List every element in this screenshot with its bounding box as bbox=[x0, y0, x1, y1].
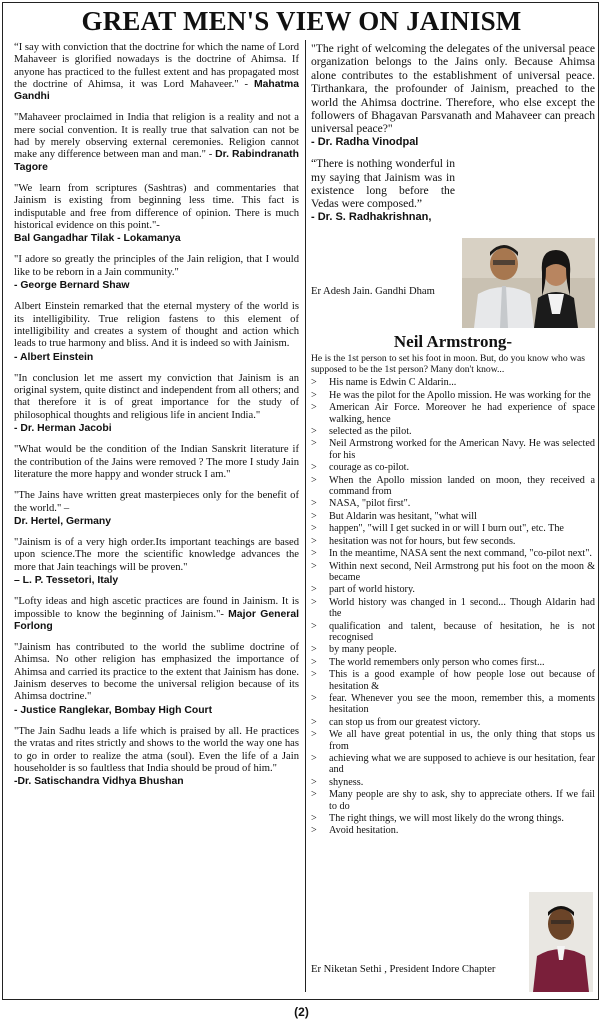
bullet-marker: > bbox=[311, 377, 317, 389]
neil-bullet-item bbox=[311, 377, 595, 388]
bullet-marker: > bbox=[311, 644, 317, 656]
quote-author: -Dr. Satischandra Vidhya Bhushan bbox=[14, 776, 184, 788]
neil-bullet-item bbox=[311, 402, 595, 425]
neil-bullet-item bbox=[311, 753, 595, 776]
bullet-marker: > bbox=[311, 535, 317, 547]
bullet-text: part of world history. bbox=[329, 584, 415, 596]
neil-section bbox=[311, 331, 595, 838]
bullet-marker: > bbox=[311, 402, 317, 414]
bullet-marker: > bbox=[311, 438, 317, 450]
quote-einstein: Albert Einstein remarked that the eternal mystery of the world is its intelligibility. True religion fastens to this element of intelligibility and creates a system of thought and action which leads to true harmony and bliss. And it is indeed so with Jainism. - Albert Einstein bbox=[14, 301, 299, 363]
bullet-marker: > bbox=[311, 753, 317, 764]
neil-bullet-list bbox=[311, 377, 595, 836]
neil-bullet-item bbox=[311, 597, 595, 620]
bullet-marker: > bbox=[311, 716, 317, 728]
neil-bullet-item bbox=[311, 657, 595, 668]
quote-tilak: "We learn from scriptures (Sashtras) and commentaries that Jainism is existing from beginning less time. This fact is indisputable and free from difference of opinion. There is much historical evidence on this point."- Bal Gangadhar Tilak - Lokamanya bbox=[14, 182, 299, 245]
neil-intro: He is the 1st person to set his foot in moon. But, do you know who was supposed to be the 1st person? Many don't know... bbox=[311, 353, 585, 376]
bullet-text: selected as the pilot. bbox=[329, 426, 412, 438]
quote-gandhi: “I say with conviction that the doctrine for which the name of Lord Mahaveer is glorified nowadays is the doctrine of Ahimsa. If anyone has practiced to the fullest extent and has propagated most the doctrine of Ahimsa, it was Lord Mahaveer." - Mahatma Gandhi bbox=[14, 42, 299, 103]
bullet-marker: > bbox=[311, 596, 317, 608]
bullet-marker: > bbox=[311, 729, 317, 741]
neil-heading: Neil Armstrong- bbox=[393, 332, 513, 351]
signature: Er Niketan Sethi , President Indore Chapter bbox=[311, 964, 496, 975]
neil-bullet-item bbox=[311, 584, 595, 595]
bullet-text: The world remembers only person who comes first... bbox=[329, 656, 545, 668]
bullet-text: We all have great potential in us, the only thing that stops us from bbox=[329, 729, 595, 752]
quote-ranglekar: "Jainism has contributed to the world the sublime doctrine of Ahimsa. No other religion has emphasized the importance of Ahimsa and carried its practice to the extent that Jainism has done. Jainism deserves to become the universal religion because of its Ahimsa doctrine." - Justice Ranglekar, Bombay High Court bbox=[14, 642, 299, 716]
author-photo bbox=[529, 892, 593, 992]
neil-bullet-item bbox=[311, 438, 595, 461]
photo-caption: Er Adesh Jain. Gandhi Dham bbox=[311, 286, 435, 297]
quote-sanskrit: "What would be the condition of the Indian Sanskrit literature if the contribution of the Jains were removed ? The more I study Jain literature the more happy and wonder struck I am." bbox=[14, 444, 299, 480]
quote-author: - Dr. S. Radhakrishnan, bbox=[311, 210, 432, 223]
quote-author: - Dr. Radha Vinodpal bbox=[311, 135, 419, 148]
bullet-marker: > bbox=[311, 656, 317, 668]
quote-author: Dr. Rabindranath Tagore bbox=[14, 149, 299, 173]
bullet-marker: > bbox=[311, 548, 317, 560]
neil-bullet-item bbox=[311, 644, 595, 655]
quote-radhakrishnan: “There is nothing wonderful in my saying that Jainism was in existence long before the Vedas were composed.” - Dr. S. Radhakrishnan, bbox=[311, 157, 455, 223]
page-title: GREAT MEN'S VIEW ON JAINISM bbox=[81, 6, 522, 36]
bullet-text: fear. Whenever you see the moon, remember this, a moments hesitation bbox=[329, 692, 595, 716]
bullet-text: Within next second, Neil Armstrong put his foot on the moon & became bbox=[329, 560, 595, 583]
page-number: (2) bbox=[294, 1005, 309, 1019]
bullet-text: He was the pilot for the Apollo mission. He was working for the bbox=[329, 389, 591, 401]
neil-bullet-item bbox=[311, 789, 595, 812]
bullet-marker: > bbox=[311, 389, 317, 401]
couple-photo bbox=[462, 238, 595, 328]
quote-author: - Justice Ranglekar, Bombay High Court bbox=[14, 704, 213, 716]
bullet-text: qualification and talent, because of hesitation, he is not recognised bbox=[329, 620, 595, 643]
quote-tagore: "Mahaveer proclaimed in India that religion is a reality and not a mere social convention. It is really true that salvation can not be had by merely observing external ceremonies. Religion cannot make any difference between man and man." - Dr. Rabindranath Tagore bbox=[14, 112, 299, 173]
neil-bullet-item bbox=[311, 813, 595, 824]
bullet-marker: > bbox=[311, 523, 317, 535]
quote-shaw: "I adore so greatly the principles of the Jain religion, that I would like to be reborn in a Jain community." - George Bernard Shaw bbox=[14, 254, 299, 292]
neil-bullet-item bbox=[311, 693, 595, 716]
neil-bullet-item bbox=[311, 523, 595, 534]
bullet-text: NASA, "pilot first". bbox=[329, 498, 411, 510]
bullet-text: American Air Force. Moreover he had experience of space walking, hence bbox=[329, 402, 595, 425]
couple-photo-image bbox=[462, 238, 595, 328]
neil-bullet-item bbox=[311, 426, 595, 437]
quote-author: Major General Forlong bbox=[14, 608, 299, 632]
bullet-text: In the meantime, NASA sent the next command, "co-pilot next". bbox=[329, 548, 592, 560]
bullet-text: Many people are shy to ask, shy to appreciate others. If we fail to do bbox=[329, 789, 595, 812]
quote-bhushan: "The Jain Sadhu leads a life which is praised by all. He practices the vratas and rites strictly and shows to the world the way one has to go in order to realize the atma (soul). Even the life of a Jain householder is so faultless that India should be proud of him." -Dr. Satischandra Vidhya Bhushan bbox=[14, 725, 299, 788]
neil-bullet-item bbox=[311, 536, 595, 547]
bullet-marker: > bbox=[311, 789, 317, 801]
bullet-marker: > bbox=[311, 498, 317, 510]
neil-bullet-item bbox=[311, 498, 595, 509]
quote-author: - Albert Einstein bbox=[14, 351, 94, 363]
quote-author: – L. P. Tessetori, Italy bbox=[14, 574, 119, 586]
bullet-marker: > bbox=[311, 426, 317, 438]
bullet-text: can stop us from our greatest victory. bbox=[329, 716, 481, 728]
neil-bullet-item bbox=[311, 717, 595, 728]
column-divider bbox=[305, 40, 306, 992]
left-column bbox=[14, 42, 299, 994]
bullet-text: This is a good example of how people lose out because of hesitation & bbox=[329, 669, 595, 692]
neil-bullet-item bbox=[311, 561, 595, 584]
neil-bullet-item bbox=[311, 825, 595, 836]
bullet-text: achieving what we are supposed to achieve is our hesitation, fear and bbox=[329, 753, 595, 776]
neil-bullet-item bbox=[311, 729, 595, 752]
neil-bullet-item bbox=[311, 777, 595, 788]
quote-forlong: "Lofty ideas and high ascetic practices are found in Jainism. It is impossible to know the beginning of Jainism."- Major General Forlong bbox=[14, 596, 299, 632]
bullet-text: courage as co-pilot. bbox=[329, 462, 410, 474]
bullet-text: Avoid hesitation. bbox=[329, 825, 399, 837]
neil-bullet-item bbox=[311, 390, 595, 401]
quote-vinodpal: "The right of welcoming the delegates of the universal peace organization belongs to the Jains only. Because Ahimsa alone contributes to the establishment of universal peace. Tirthankara, the profounder of Jainism, preached to the world the Ahimsa doctrine. Therefore, who else except the followers of Bhagavan Parsvanath and Mahaveer can preach universal peace?" - Dr. Radha Vinodpal bbox=[311, 42, 595, 148]
bullet-marker: > bbox=[311, 510, 317, 522]
bullet-marker: > bbox=[311, 560, 317, 572]
neil-bullet-item bbox=[311, 475, 595, 498]
neil-bullet-item bbox=[311, 621, 595, 644]
bullet-marker: > bbox=[311, 620, 317, 632]
bullet-marker: > bbox=[311, 584, 317, 596]
author-photo-image bbox=[529, 892, 593, 992]
neil-bullet-item bbox=[311, 462, 595, 473]
quote-jacobi: "In conclusion let me assert my conviction that Jainism is an original system, quite distinct and independent from all others; and that therefore it is of great importance for the study of philosophical thoughts and religious life in ancient India." - Dr. Herman Jacobi bbox=[14, 372, 299, 435]
neil-bullet-item bbox=[311, 511, 595, 522]
neil-bullet-item bbox=[311, 669, 595, 692]
bullet-marker: > bbox=[311, 813, 317, 825]
bullet-text: His name is Edwin C Aldarin... bbox=[329, 377, 457, 389]
neil-bullet-item bbox=[311, 548, 595, 559]
bullet-text: World history was changed in 1 second... Though Aldarin had the bbox=[329, 596, 595, 620]
bullet-text: When the Apollo mission landed on moon, they received a command from bbox=[329, 474, 595, 498]
bullet-text: hesitation was not for hours, but few seconds. bbox=[329, 535, 516, 547]
quote-author: Mahatma Gandhi bbox=[14, 78, 299, 103]
quote-author: - George Bernard Shaw bbox=[14, 280, 130, 292]
bullet-marker: > bbox=[311, 776, 317, 788]
bullet-marker: > bbox=[311, 669, 317, 681]
bullet-marker: > bbox=[311, 462, 317, 474]
bullet-text: by many people. bbox=[329, 644, 397, 656]
quote-author: Dr. Hertel, Germany bbox=[14, 515, 112, 527]
quote-author: Bal Gangadhar Tilak - Lokamanya bbox=[14, 233, 181, 245]
bullet-text: shyness. bbox=[329, 776, 364, 788]
quote-author: - Dr. Herman Jacobi bbox=[14, 423, 112, 435]
bullet-text: The right things, we will most likely do the wrong things. bbox=[329, 813, 564, 825]
right-column bbox=[311, 42, 595, 994]
bullet-text: Neil Armstrong worked for the American Navy. He was selected for his bbox=[329, 438, 595, 461]
bullet-text: happen", "will I get sucked in or will I burn out", etc. The bbox=[329, 523, 564, 535]
bullet-marker: > bbox=[311, 474, 317, 486]
quote-hertel: "The Jains have written great masterpieces only for the benefit of the world." – Dr. Hertel, Germany bbox=[14, 490, 299, 527]
bullet-marker: > bbox=[311, 692, 317, 704]
bullet-marker: > bbox=[311, 825, 317, 837]
bullet-text: But Aldarin was hesitant, "what will bbox=[329, 510, 477, 522]
quote-tessetori: "Jainism is of a very high order.Its important teachings are based upon science.The more the scientific knowledge advances the more that Jain teachings will be proven." – L. P. Tessetori, Italy bbox=[14, 537, 299, 586]
